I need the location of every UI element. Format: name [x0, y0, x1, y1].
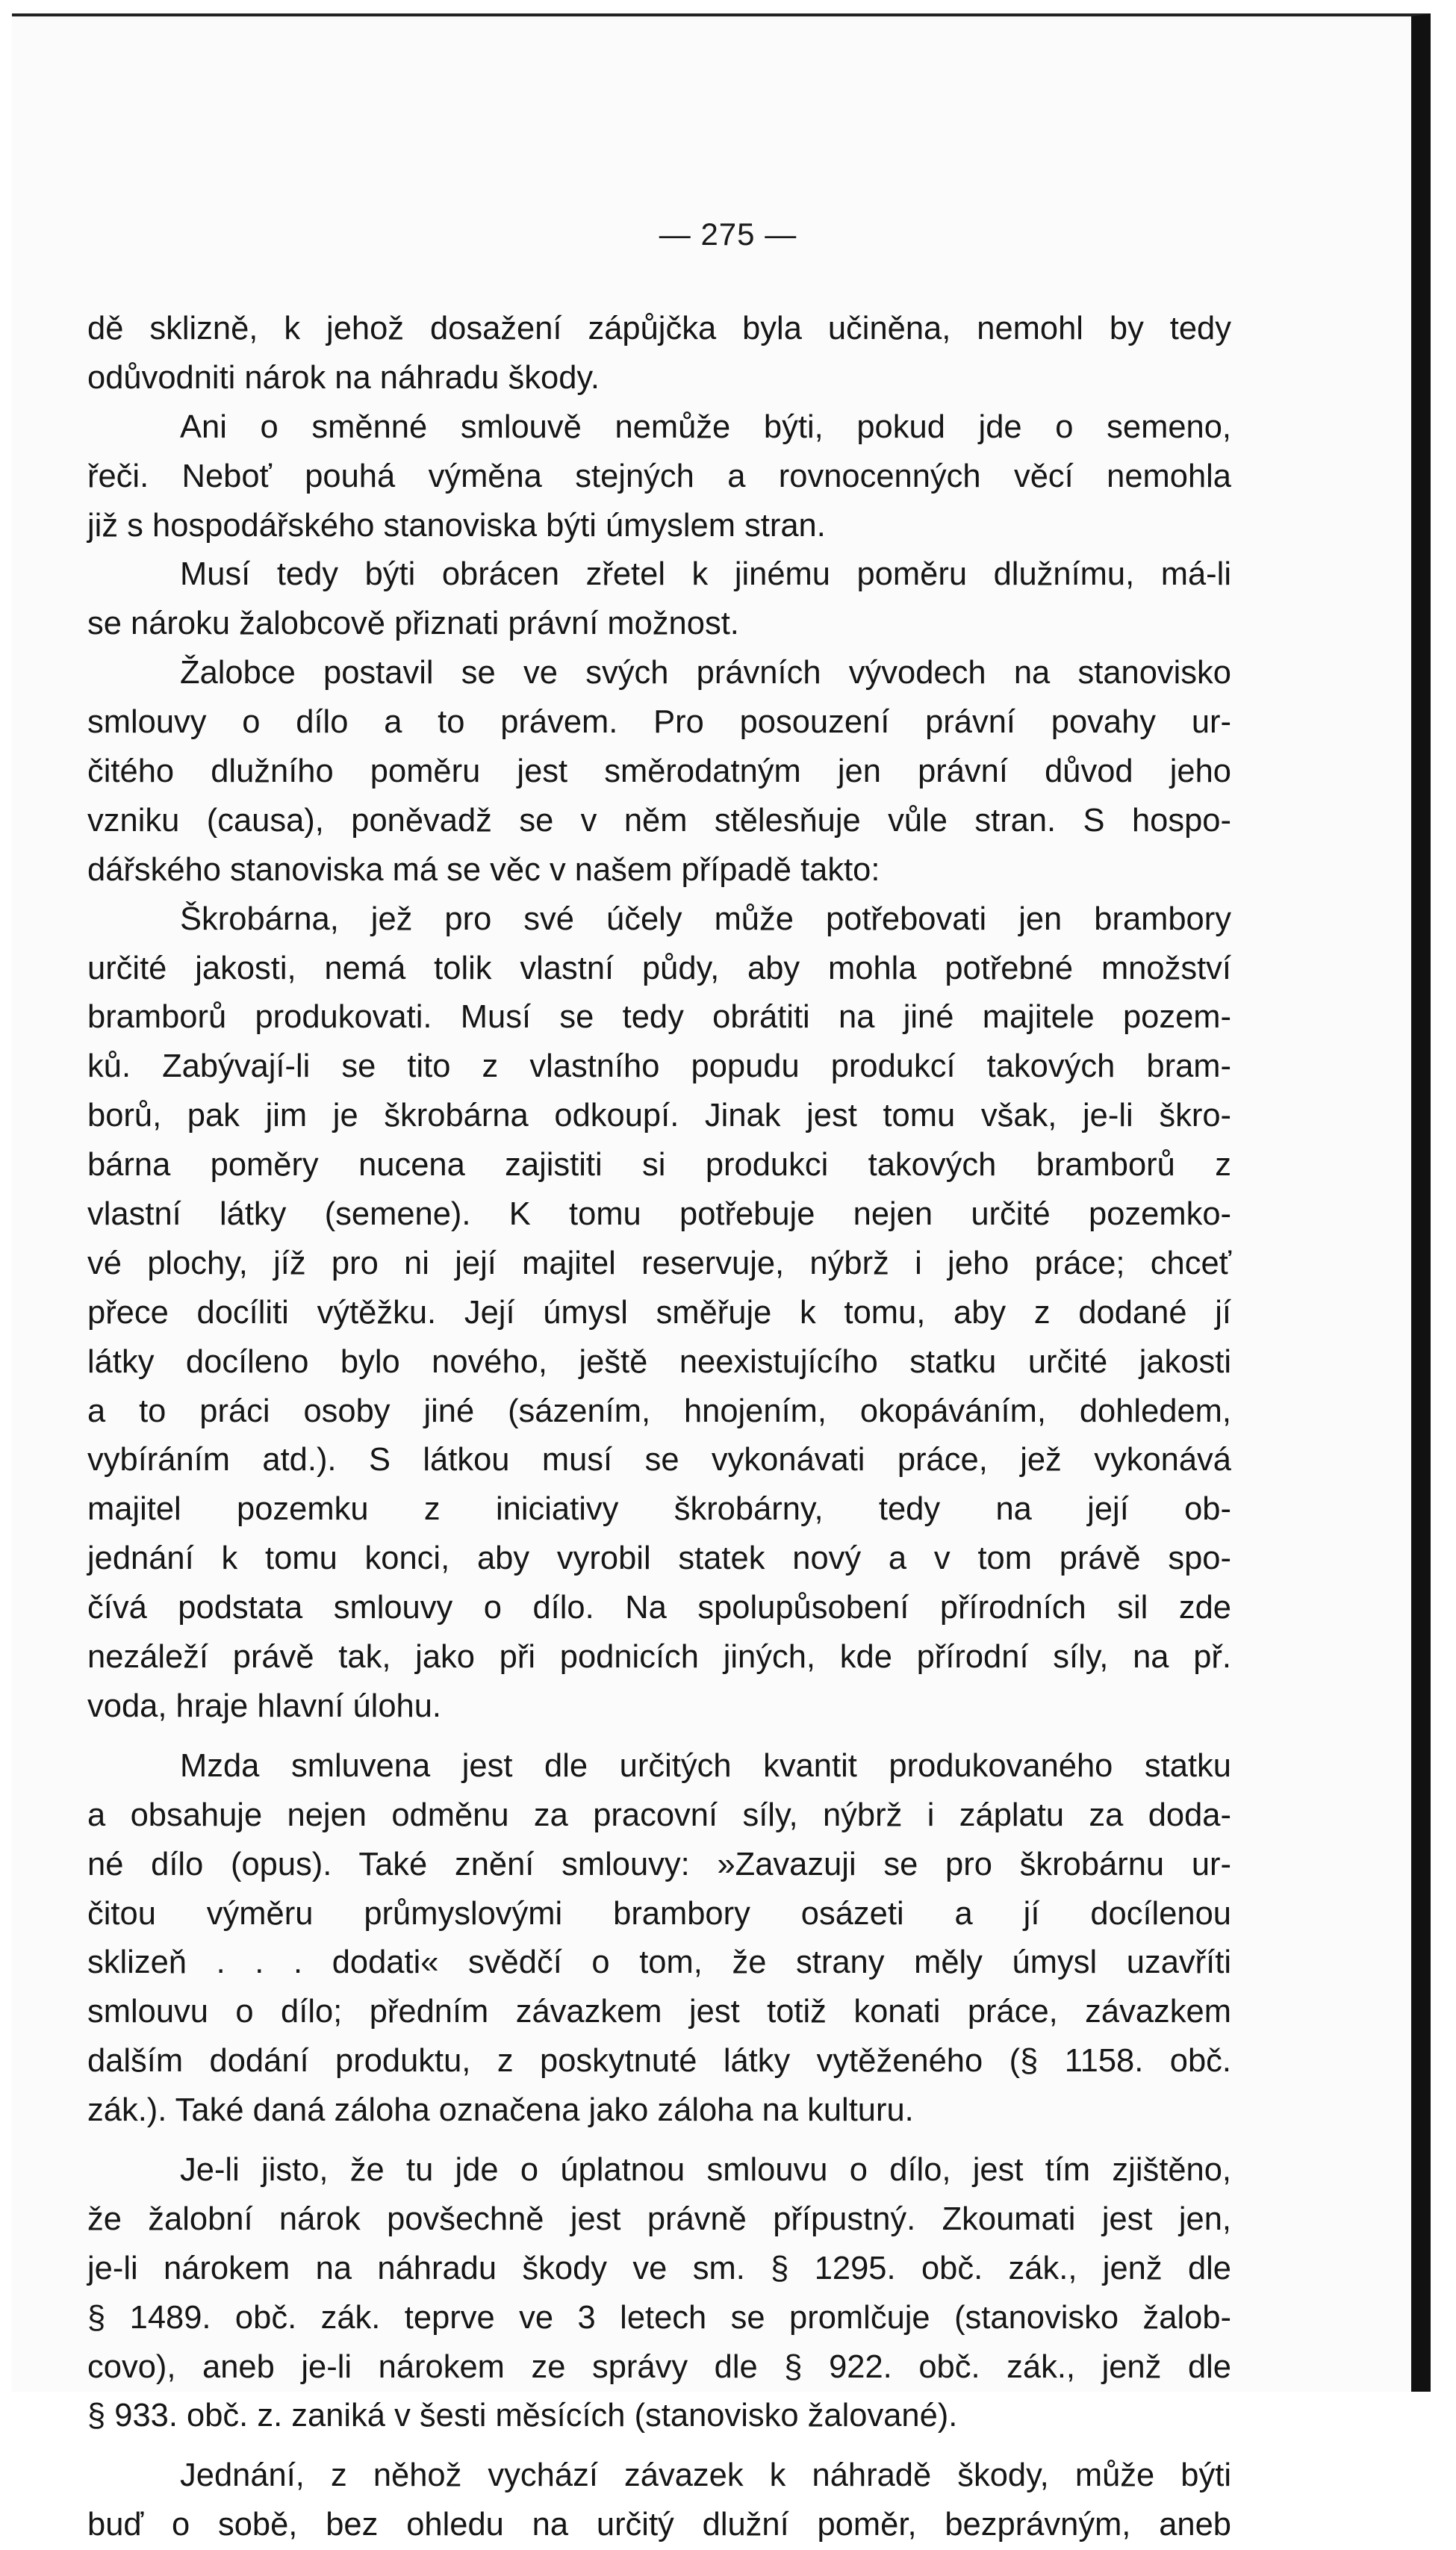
text-line: již s hospodářského stanoviska býti úmyslem stran.: [87, 507, 826, 544]
text-line: bárna poměry nucena zajistiti si produkci takových bramborů z: [87, 1147, 1231, 1184]
text-line: vlastní látky (semene). K tomu potřebuje nejen určité pozemko-: [87, 1196, 1231, 1233]
text-line: vybíráním atd.). S látkou musí se vykonávati práce, jež vykonává: [87, 1442, 1231, 1478]
text-line: látky docíleno bylo nového, ještě neexistujícího statku určité jakosti: [87, 1343, 1231, 1380]
text-line: dářského stanoviska má se věc v našem případě takto:: [87, 851, 880, 888]
text-line: je-li nárokem na náhradu škody ve sm. § 1295. obč. zák., jenž dle: [87, 2250, 1231, 2286]
text-line: né dílo (opus). Také znění smlouvy: »Zavazuji se pro škrobárnu ur-: [87, 1846, 1231, 1882]
text-line: Škrobárna, jež pro své účely může potřebovati jen brambory: [180, 901, 1231, 937]
text-line: Jednání, z něhož vychází závazek k náhradě škody, může býti: [180, 2457, 1231, 2494]
text-line: covo), aneb je-li nárokem ze správy dle § 922. obč. zák., jenž dle: [87, 2348, 1231, 2385]
paragraph-gap: [87, 1732, 1231, 1742]
text-line: § 1489. obč. zák. teprve ve 3 letech se promlčuje (stanovisko žalob-: [87, 2299, 1231, 2336]
text-line: se nároku žalobcově přiznati právní možnost.: [87, 606, 739, 642]
text-line: určité jakosti, nemá tolik vlastní půdy, aby mohla potřebné množství: [87, 950, 1231, 986]
text-line: Je-li jisto, že tu jde o úplatnou smlouvu o dílo, jest tím zjištěno,: [180, 2151, 1231, 2188]
text-line: majitel pozemku z iniciativy škrobárny, tedy na její ob-: [87, 1491, 1231, 1528]
text-line: vzniku (causa), poněvadž se v něm stělesňuje vůle stran. S hospo-: [87, 802, 1231, 839]
paragraph-gap: [87, 2136, 1231, 2146]
text-line: zák.). Také daná záloha označena jako záloha na kulturu.: [87, 2092, 914, 2129]
text-line: Ani o směnné smlouvě nemůže býti, pokud jde o semeno,: [180, 408, 1231, 445]
text-line: § 933. obč. z. zaniká v šesti měsících (stanovisko žalované).: [87, 2398, 958, 2434]
text-line: jednání k tomu konci, aby vyrobil statek nový a v tom právě spo-: [87, 1540, 1231, 1577]
text-line: dalším dodání produktu, z poskytnuté látky vytěženého (§ 1158. obč.: [87, 2043, 1231, 2080]
text-line: ků. Zabývají-li se tito z vlastního popudu produkcí takových bram-: [87, 1048, 1231, 1085]
text-line: že žalobní nárok povšechně jest právně přípustný. Zkoumati jest jen,: [87, 2201, 1231, 2237]
text-line: dě sklizně, k jehož dosažení zápůjčka byla učiněna, nemohl by tedy: [87, 311, 1231, 346]
text-line: Musí tedy býti obrácen zřetel k jinému poměru dlužnímu, má-li: [180, 556, 1231, 593]
text-line: vé plochy, jíž pro ni její majitel reservuje, nýbrž i jeho práce; chceť: [87, 1245, 1231, 1281]
text-line: řeči. Neboť pouhá výměna stejných a rovnocenných věcí nemohla: [87, 458, 1231, 494]
text-line: sklizeň . . . dodati« svědčí o tom, že strany měly úmysl uzavříti: [87, 1944, 1231, 1981]
text-line: buď o sobě, bez ohledu na určitý dlužní poměr, bezprávným, aneb: [87, 2507, 1231, 2543]
text-line: čitého dlužního poměru jest směrodatným jen právní důvod jeho: [87, 753, 1231, 790]
text-line: Mzda smluvena jest dle určitých kvantit produkovaného statku: [180, 1747, 1231, 1784]
text-line: bramborů produkovati. Musí se tedy obrátiti na jiné majitele pozem-: [87, 999, 1231, 1036]
text-line: nezáleží právě tak, jako při podnicích jiných, kde přírodní síly, na př.: [87, 1639, 1231, 1676]
text-line: voda, hraje hlavní úlohu.: [87, 1688, 441, 1724]
text-line: a to práci osoby jiné (sázením, hnojením, okopáváním, dohledem,: [87, 1393, 1231, 1429]
page-number: — 275 —: [659, 217, 797, 252]
text-line: odůvodniti nárok na náhradu škody.: [87, 359, 600, 396]
text-line: Žalobce postavil se ve svých právních vývodech na stanovisko: [180, 655, 1231, 691]
text-line: smlouvu o dílo; předním závazkem jest totiž konati práce, závazkem: [87, 1994, 1231, 2030]
body-text: [87, 305, 1231, 2550]
text-line: čívá podstata smlouvy o dílo. Na spolupůsobení přírodních sil zde: [87, 1590, 1231, 1626]
text-line: borů, pak jim je škrobárna odkoupí. Jinak jest tomu však, je-li škro-: [87, 1098, 1231, 1134]
text-line: čitou výměru průmyslovými brambory osázeti a jí docílenou: [87, 1895, 1231, 1932]
paragraph-gap: [87, 2441, 1231, 2451]
text-line: smlouvy o dílo a to právem. Pro posouzení právní povahy ur-: [87, 704, 1231, 741]
text-line: přece docíliti výtěžku. Její úmysl směřuje k tomu, aby z dodané jí: [87, 1294, 1231, 1331]
text-line: a obsahuje nejen odměnu za pracovní síly, nýbrž i záplatu za doda-: [87, 1797, 1231, 1833]
